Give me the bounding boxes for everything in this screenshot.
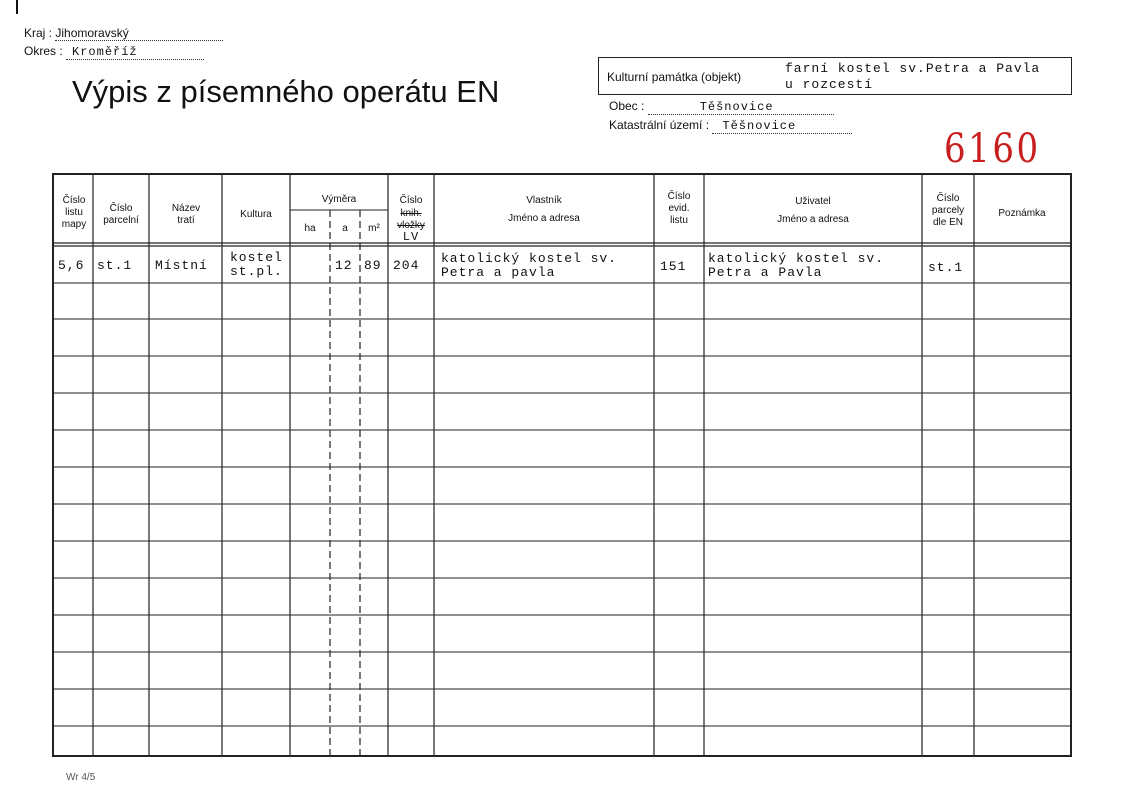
row1-uzivatel: katolický kostel sv. Petra a Pavla: [708, 251, 885, 280]
obec-line: [609, 99, 834, 115]
katastr-value: Těšnovice: [712, 119, 852, 134]
header-vlastnik: Vlastník: [526, 195, 562, 206]
okres-value: Kroměříž: [66, 45, 204, 60]
header-knih-vlozky: knih. vložky: [397, 208, 425, 231]
page-title: Výpis z písemného operátu EN: [72, 74, 500, 109]
register-table: [52, 173, 1072, 757]
header-poznamka: Poznámka: [998, 208, 1046, 219]
top-edge-mark: [16, 0, 18, 14]
header-cislo: Číslo: [399, 195, 423, 206]
kraj-label: Kraj :: [24, 26, 53, 40]
kraj-value: Jihomoravský: [55, 26, 223, 41]
header-uzivatel: Uživatel: [795, 196, 831, 207]
footer-mark: Wr 4/5: [66, 772, 96, 783]
okres-label: Okres :: [24, 44, 63, 58]
header-vlastnik-sub: Jméno a adresa: [508, 213, 580, 224]
kraj-line: [24, 26, 223, 41]
katastr-line: [609, 118, 852, 134]
header-kultura: Kultura: [240, 209, 272, 220]
row1-evid-listu: 151: [660, 259, 687, 274]
row1-lv: 204: [393, 258, 420, 273]
heritage-box: [598, 57, 1072, 95]
header-cislo-parcely-en: Číslo parcely dle EN: [931, 193, 965, 228]
header-uzivatel-sub: Jméno a adresa: [777, 214, 849, 225]
header-a: a: [342, 223, 348, 234]
row1-a: 12: [335, 258, 353, 273]
row1-parcelni: st.1: [97, 258, 133, 273]
header-m2: m²: [368, 223, 380, 234]
header-cislo-listu-mapy: Číslo listu mapy: [61, 195, 87, 230]
row1-kultura: kostel st.pl.: [230, 250, 283, 279]
okres-line: [24, 44, 204, 60]
header-cislo-parcelni: Číslo parcelní: [103, 203, 139, 226]
header-vymera: Výměra: [321, 194, 357, 205]
row1-parcela-en: st.1: [928, 260, 964, 275]
header-cislo-evid-listu: Číslo evid. listu: [667, 191, 691, 226]
document-number-stamp: 6160: [944, 126, 1041, 172]
heritage-value: farní kostel sv.Petra a Pavla u rozcestí: [785, 61, 1041, 92]
obec-value: Těšnovice: [648, 100, 834, 115]
header-nazev-trati: Název tratí: [171, 203, 201, 226]
row1-vlastnik: katolický kostel sv. Petra a pavla: [441, 251, 618, 280]
heritage-label: Kulturní památka (objekt): [607, 70, 742, 84]
header-ha: ha: [304, 223, 316, 234]
row1-list-mapy: 5,6: [58, 258, 85, 273]
obec-label: Obec :: [609, 99, 645, 113]
katastr-label: Katastrální území :: [609, 118, 710, 132]
header-lv: LV: [402, 230, 420, 244]
row1-m2: 89: [364, 258, 382, 273]
row1-nazev-trati: Místní: [155, 258, 208, 273]
